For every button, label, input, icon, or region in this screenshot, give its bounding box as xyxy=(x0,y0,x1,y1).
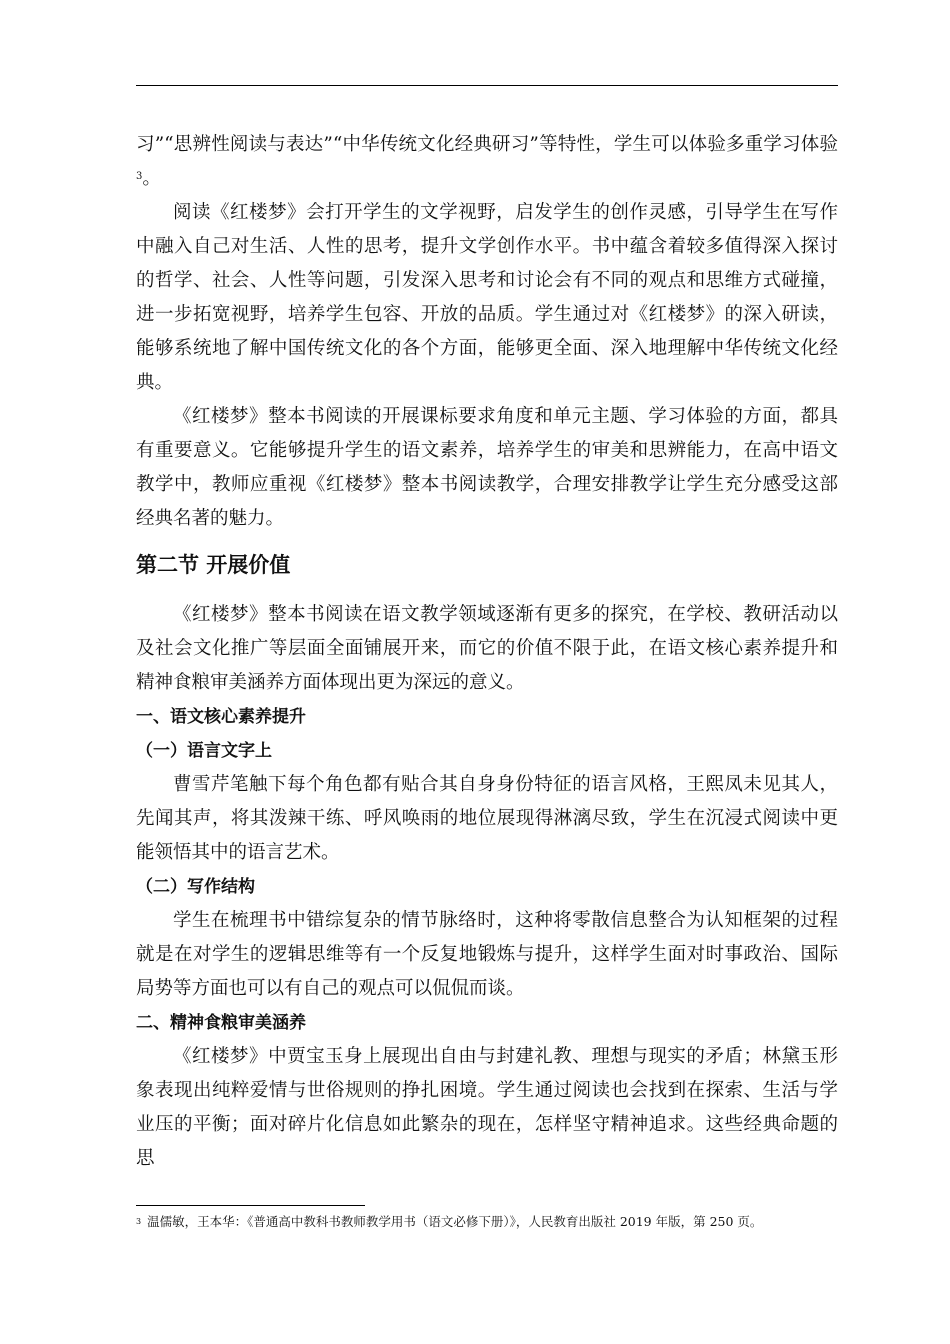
subheading-1-1: （一）语言文字上 xyxy=(136,741,272,761)
subheading-2: 二、精神食粮审美涵养 xyxy=(136,1013,306,1033)
subheading-1: 一、语文核心素养提升 xyxy=(136,707,306,727)
paragraph: 《红楼梦》整本书阅读在语文教学领域逐渐有更多的探究，在学校、教研活动以及社会文化推广等层面全面铺展开来，而它的价值不限于此，在语文核心素养提升和精神食粮审美涵养方面体现出更为深远的意义。 xyxy=(136,604,838,693)
paragraph-continued xyxy=(136,128,838,196)
paragraph: 《红楼梦》整本书阅读的开展课标要求角度和单元主题、学习体验的方面，都具有重要意义。它能够提升学生的语文素养，培养学生的审美和思辨能力，在高中语文教学中，教师应重视《红楼梦》整本书阅读教学，合理安排教学让学生充分感受这部经典名著的魅力。 xyxy=(136,406,838,529)
footnote-rule xyxy=(136,1205,365,1206)
footnote-text: 温儒敏，王本华：《普通高中教科书教师教学用书（语文必修下册）》，人民教育出版社 2019 年版，第 250 页。 xyxy=(147,1214,763,1229)
paragraph: 阅读《红楼梦》会打开学生的文学视野，启发学生的创作灵感，引导学生在写作中融入自己对生活、人性的思考，提升文学创作水平。书中蕴含着较多值得深入探讨的哲学、社会、人性等问题，引发深入思考和讨论会有不同的观点和思维方式碰撞，进一步拓宽视野，培养学生包容、开放的品质。学生通过对《红楼梦》的深入研读，能够系统地了解中国传统文化的各个方面，能够更全面、深入地理解中华传统文化经典。 xyxy=(136,202,838,393)
header-rule xyxy=(136,85,838,86)
subheading-1-2: （二）写作结构 xyxy=(136,877,255,897)
footnote-reference[interactable]: 3 xyxy=(136,171,143,182)
footnote xyxy=(136,1212,856,1232)
paragraph: 《红楼梦》中贾宝玉身上展现出自由与封建礼教、理想与现实的矛盾；林黛玉形象表现出纯粹爱情与世俗规则的挣扎困境。学生通过阅读也会找到在探索、生活与学业压的平衡；面对碎片化信息如此繁杂的现在，怎样坚守精神追求。这些经典命题的思 xyxy=(136,1046,838,1169)
section-heading: 第二节 开展价值 xyxy=(136,553,291,577)
paragraph: 学生在梳理书中错综复杂的情节脉络时，这种将零散信息整合为认知框架的过程就是在对学生的逻辑思维等有一个反复地锻炼与提升，这样学生面对时事政治、国际局势等方面也可以有自己的观点可以侃侃而谈。 xyxy=(136,910,838,999)
body-text xyxy=(136,128,838,1176)
paragraph-end: 。 xyxy=(142,168,161,189)
paragraph: 曹雪芹笔触下每个角色都有贴合其自身身份特征的语言风格，王熙凤未见其人，先闻其声，将其泼辣干练、呼风唤雨的地位展现得淋漓尽致，学生在沉浸式阅读中更能领悟其中的语言艺术。 xyxy=(136,774,838,863)
footnote-marker: 3 xyxy=(136,1217,142,1226)
paragraph-text: 习”“思辨性阅读与表达”“中华传统文化经典研习”等特性，学生可以体验多重学习体验 xyxy=(136,134,838,155)
